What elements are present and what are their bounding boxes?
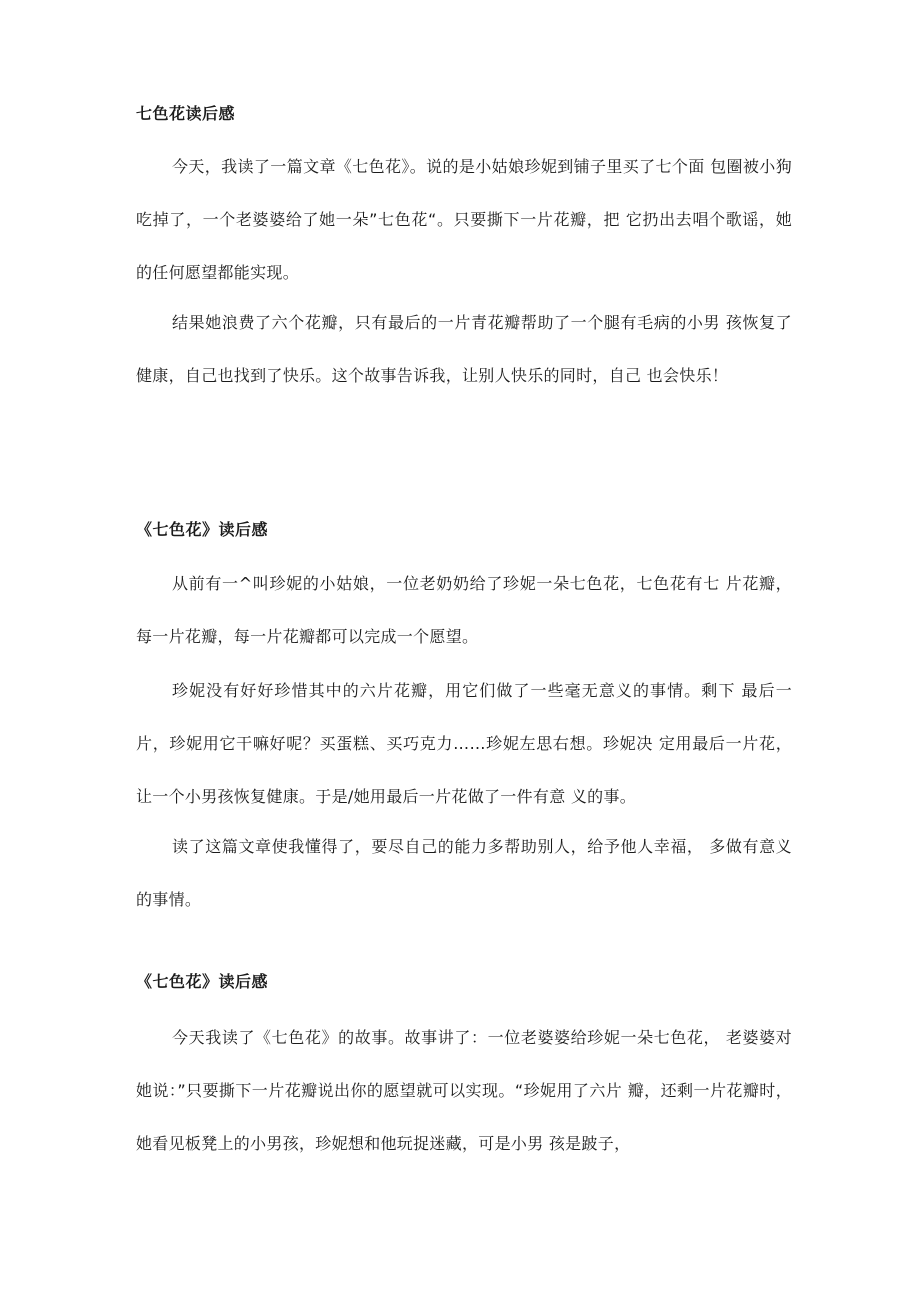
section-2-title: 《七色花》读后感 — [136, 520, 269, 539]
section-2-paragraph-1: 从前有一^叫珍妮的小姑娘，一位老奶奶给了珍妮一朵七色花，七色花有七 片花瓣，每一片花瓣，每一片花瓣都可以完成一个愿望。 — [136, 574, 792, 646]
section-1-paragraph-2: 结果她浪费了六个花瓣，只有最后的一片青花瓣帮助了一个腿有毛病的小男 孩恢复了健康，自己也找到了快乐。这个故事告诉我，让别人快乐的同时，自己 也会快乐！ — [136, 313, 792, 385]
section-1-paragraph-1: 今天，我读了一篇文章《七色花》。说的是小姑娘珍妮到铺子里买了七个面 包圈被小狗吃掉了，一个老婆婆给了她一朵”七色花“。只要撕下一片花瓣，把 它扔出去唱个歌谣，她的任何愿望都能实现。 — [136, 157, 792, 282]
section-2-paragraph-2: 珍妮没有好好珍惜其中的六片花瓣，用它们做了一些毫无意义的事情。剩下 最后一片，珍妮用它干嘛好呢？买蛋糕、买巧克力……珍妮左思右想。珍妮决 定用最后一片花，让一个小男孩恢复健康。于是/她用最后一片花做了一件有意 义的事。 — [136, 681, 792, 806]
section-3-paragraph-1: 今天我读了《七色花》的故事。故事讲了：一位老婆婆给珍妮一朵七色花， 老婆婆对她说：”只要撕下一片花瓣说出你的愿望就可以实现。“珍妮用了六片 瓣，还剩一片花瓣时，她看见板凳上的小男孩，珍妮想和他玩捉迷藏，可是小男 孩是跛子， — [136, 1028, 792, 1153]
section-3-title: 《七色花》读后感 — [136, 972, 269, 991]
section-2-paragraph-3: 读了这篇文章使我懂得了，要尽自己的能力多帮助别人，给予他人幸福， 多做有意义的事情。 — [136, 837, 792, 909]
section-1-title: 七色花读后感 — [136, 104, 236, 123]
